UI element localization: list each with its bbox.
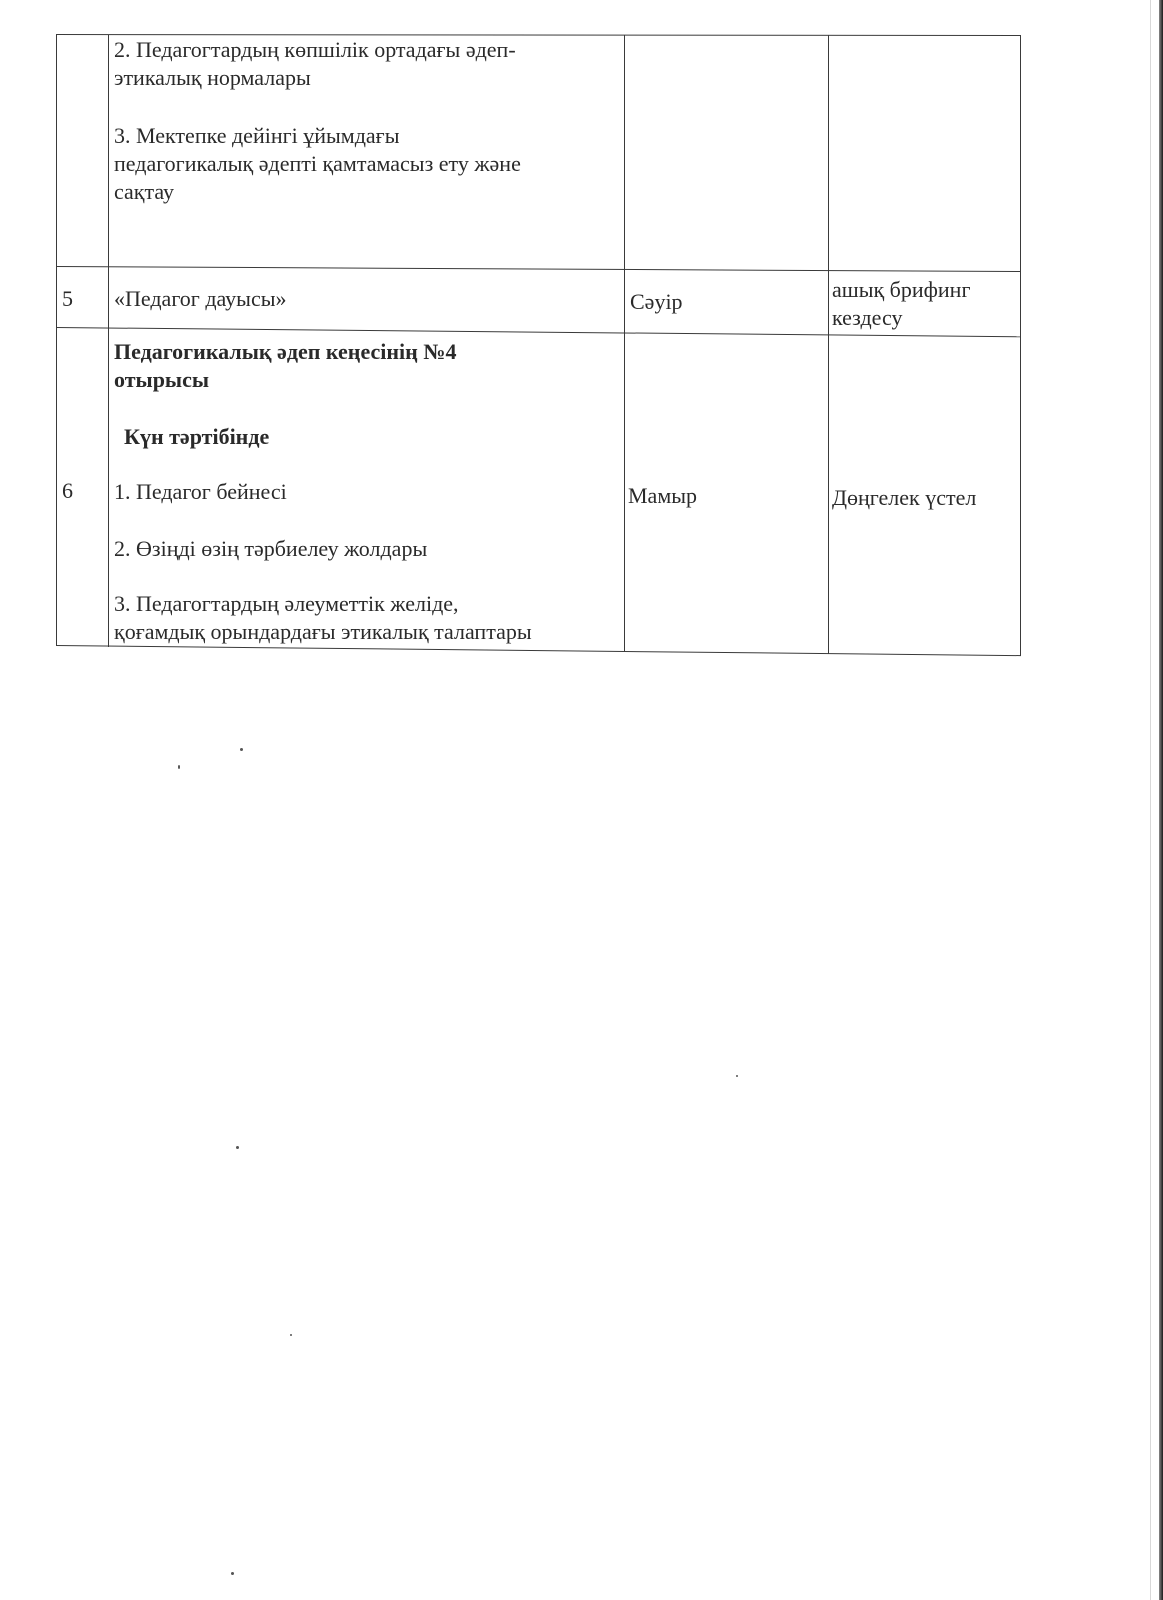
row-5-month: Сәуір bbox=[630, 289, 683, 314]
row-divider-5-top bbox=[56, 266, 1021, 272]
agenda-item-3-line3: сақтау bbox=[114, 179, 175, 204]
column-divider-topic bbox=[624, 35, 625, 651]
row-5-format-line1: ашық брифинг bbox=[832, 277, 971, 302]
agenda-item-3-line2: педагогикалық әдепті қамтамасыз ету және bbox=[114, 151, 521, 176]
column-divider-month bbox=[828, 35, 829, 654]
row-6-agenda-heading: Күн тәртібінде bbox=[124, 424, 270, 449]
scan-speck bbox=[290, 1334, 292, 1336]
scan-edge bbox=[1159, 0, 1163, 1600]
row-5-format-line2: кездесу bbox=[832, 305, 903, 330]
row-6-item-2: 2. Өзіңді өзің тәрбиелеу жолдары bbox=[114, 536, 428, 561]
scan-speck bbox=[231, 1572, 234, 1575]
scan-speck bbox=[178, 765, 180, 769]
table-border-bottom bbox=[56, 645, 1021, 656]
row-6-item-3-line2: қоғамдық орындардағы этикалық талаптары bbox=[114, 619, 532, 644]
table-border-left bbox=[56, 35, 57, 645]
scan-speck bbox=[236, 1146, 239, 1149]
row-6-format: Дөңгелек үстел bbox=[832, 485, 977, 510]
agenda-item-2-line1: 2. Педагогтардың көпшілік ортадағы әдеп- bbox=[114, 37, 516, 62]
row-6-title-line1: Педагогикалық әдеп кеңесінің №4 bbox=[114, 339, 457, 364]
agenda-item-3-line1: 3. Мектепке дейінгі ұйымдағы bbox=[114, 123, 400, 148]
scan-speck bbox=[736, 1075, 738, 1077]
table-border-right bbox=[1020, 35, 1021, 656]
row-6-number: 6 bbox=[62, 478, 73, 503]
row-6-item-1: 1. Педагог бейнесі bbox=[114, 479, 287, 504]
column-divider-number bbox=[108, 35, 109, 647]
event-plan-table bbox=[0, 0, 1163, 700]
scan-speck bbox=[240, 748, 243, 751]
row-5-number: 5 bbox=[62, 286, 73, 311]
agenda-item-2-line2: этикалық нормалары bbox=[114, 65, 311, 90]
row-6-title-line2: отырысы bbox=[114, 367, 210, 392]
row-6-month: Мамыр bbox=[628, 483, 698, 508]
row-6-item-3-line1: 3. Педагогтардың әлеуметтік желіде, bbox=[114, 591, 459, 616]
row-5-title: «Педагог дауысы» bbox=[114, 286, 287, 311]
scan-edge-shadow bbox=[1150, 0, 1151, 1600]
